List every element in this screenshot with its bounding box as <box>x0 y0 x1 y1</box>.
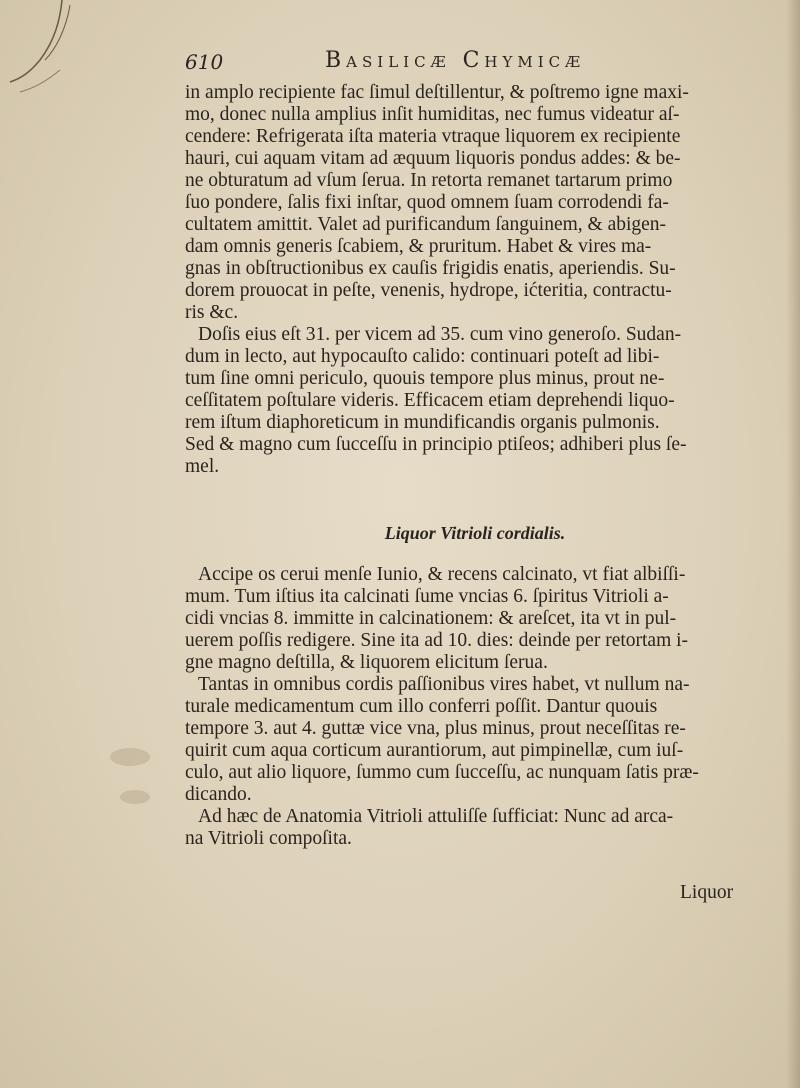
section-title: Liquor Vitrioli cordialis. <box>384 523 566 543</box>
catchword: Liquor <box>680 882 734 903</box>
text-line: cidi vncias 8. immitte in calcinationem: & areſcet, ita vt in pul- <box>185 608 677 629</box>
text-line: mum. Tum iſtius ita calcinati ſume vncias 6. ſpiritus Vitrioli a- <box>185 586 669 607</box>
text-line: dam omnis generis ſcabiem, & pruritum. Habet & vires ma- <box>185 236 652 257</box>
text-line: turale medicamentum cum illo conferri poſſit. Dantur quouis <box>185 696 658 717</box>
text-line: dum in lecto, aut hypocauſto calido: continuari poteſt ad libi- <box>185 346 660 367</box>
text-line: tempore 3. aut 4. guttæ vice vna, plus minus, prout neceſſitas re- <box>185 718 686 739</box>
text-line: quirit cum aqua corticum aurantiorum, aut pimpinellæ, cum iuſ- <box>185 740 684 761</box>
text-line: culo, aut alio liquore, ſummo cum ſucceſſu, ac nunquam ſatis præ- <box>185 762 699 783</box>
page-number: 610 <box>185 50 224 74</box>
foxing-spot <box>110 748 150 766</box>
text-line: mel. <box>185 456 220 477</box>
text-line: Tantas in omnibus cordis paſſionibus vires habet, vt nullum na- <box>198 674 690 695</box>
text-line: cendere: Refrigerata iſta materia vtraque liquorem ex recipiente <box>185 126 681 147</box>
text-line: in amplo recipiente fac ſimul deſtillentur, & poſtremo igne maxi- <box>185 82 689 103</box>
text-line: ſuo pondere, ſalis fixi inſtar, quod omnem ſuam corrodendi fa- <box>185 192 669 213</box>
text-line: tum ſine omni periculo, quouis tempore plus minus, prout ne- <box>185 368 665 389</box>
text-line: Accipe os cerui menſe Iunio, & recens calcinato, vt fiat albiſſi- <box>198 564 686 585</box>
text-line: gnas in obſtructionibus ex cauſis frigidis enatis, aperiendis. Su- <box>185 258 676 279</box>
text-line: ris &c. <box>185 302 239 323</box>
text-line: Sed & magno cum ſucceſſu in principio ptiſeos; adhiberi plus ſe- <box>185 434 687 455</box>
text-line: ne obturatum ad vſum ſerua. In retorta remanet tartarum primo <box>185 170 673 191</box>
text-line: gne magno deſtilla, & liquorem elicitum ſerua. <box>185 652 548 673</box>
foxing-spot <box>120 790 150 804</box>
body-text-top <box>185 82 765 478</box>
text-line: Ad hæc de Anatomia Vitrioli attuliſſe ſufficiat: Nunc ad arca- <box>198 806 674 827</box>
text-line: mo, donec nulla amplius inſit humiditas, nec fumus videatur aſ- <box>185 104 680 125</box>
body-text-bottom <box>185 564 765 850</box>
text-line: cultatem amittit. Valet ad purificandum ſanguinem, & abigen- <box>185 214 667 235</box>
text-line: uerem poſſis redigere. Sine ita ad 10. dies: deinde per retortam i- <box>185 630 689 651</box>
page-header <box>185 50 755 80</box>
text-line: Doſis eius eſt 31. per vicem ad 35. cum vino generoſo. Sudan- <box>198 324 682 345</box>
text-line: dorem prouocat in peſte, venenis, hydrope, ićteritia, contractu- <box>185 280 672 301</box>
page-corner-lines <box>0 0 90 110</box>
text-line: rem iſtum diaphoreticum in mundificandis organis pulmonis. <box>185 412 660 433</box>
text-line: hauri, cui aquam vitam ad æquum liquoris pondus addes: & be- <box>185 148 681 169</box>
page-edge-shadow <box>786 0 800 1088</box>
text-line: dicando. <box>185 784 252 805</box>
text-line: ceſſitatem poſtulare videris. Efficacem etiam deprehendi liquo- <box>185 390 675 411</box>
text-line: na Vitrioli compoſita. <box>185 828 352 849</box>
running-title: Basilicæ Chymicæ <box>325 48 586 73</box>
